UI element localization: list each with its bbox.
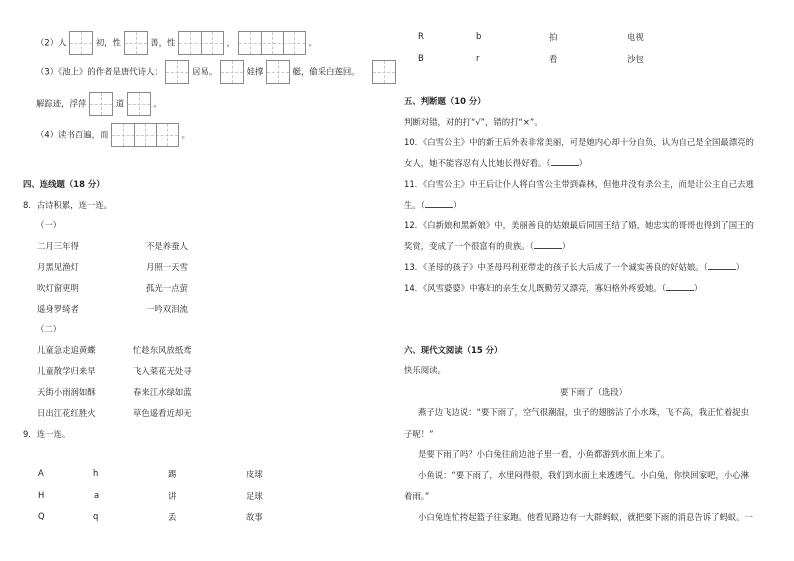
q10-line2 bbox=[404, 157, 587, 169]
q9-verb[interactable]: 讲 bbox=[168, 491, 177, 501]
q2-text-1: （2）人 bbox=[36, 37, 67, 48]
essay-para-3a: 小鱼说：“要下雨了，水里闷得很，我们到水面上来透透气。小白兔，你快回家吧，小心淋 bbox=[418, 470, 749, 480]
essay-para-2: 是要下雨了吗？小白兔往前边池子里一看，小鱼都游到水面上来了。 bbox=[418, 449, 670, 459]
q9-letter-lower[interactable]: h bbox=[93, 468, 99, 478]
q3-line2 bbox=[36, 92, 162, 116]
group1-left-1[interactable]: 二月三年得 bbox=[37, 241, 79, 251]
q9-verb[interactable]: 拍 bbox=[549, 32, 558, 42]
q2-text-3: 善，性 bbox=[150, 37, 176, 48]
q9-letter-upper[interactable]: B bbox=[418, 53, 424, 63]
q9-verb[interactable]: 丢 bbox=[168, 512, 177, 522]
close-paren: ） bbox=[561, 241, 571, 251]
q9-letter-lower[interactable]: q bbox=[93, 511, 99, 521]
group1-label: （一） bbox=[36, 220, 62, 230]
q4-text-2: 。 bbox=[181, 129, 191, 140]
q9-noun[interactable]: 足球 bbox=[246, 491, 263, 501]
q9-letter-upper[interactable]: H bbox=[38, 490, 45, 500]
reading-intro: 快乐阅读。 bbox=[404, 365, 446, 375]
group2-left-3[interactable]: 天街小雨润如酥 bbox=[37, 387, 96, 397]
q9-verb[interactable]: 踢 bbox=[168, 469, 177, 479]
q14-line bbox=[404, 282, 702, 294]
essay-para-1a: 燕子边飞边说：“要下雨了，空气很潮湿，虫子的翅膀沾了小水珠，飞不高，我正忙着捉虫 bbox=[418, 407, 749, 417]
answer-grid[interactable] bbox=[266, 60, 290, 84]
answer-blank[interactable] bbox=[425, 207, 453, 208]
q3-line2-text-1: 解踪迹，浮萍 bbox=[36, 98, 87, 109]
group2-left-1[interactable]: 儿童急走追黄蝶 bbox=[37, 345, 96, 355]
q9-letter-upper[interactable]: R bbox=[418, 31, 424, 41]
answer-blank[interactable] bbox=[534, 248, 562, 249]
q9-letter-upper[interactable]: A bbox=[38, 468, 44, 478]
close-paren: ） bbox=[578, 158, 587, 168]
group2-left-2[interactable]: 儿童散学归来早 bbox=[37, 366, 96, 376]
essay-para-4: 小白兔连忙挎起篮子往家跑。他看见路边有一大群蚂蚁，就把要下雨的消息告诉了蚂蚁。一 bbox=[418, 512, 753, 522]
q14-text: 14．《风雪婆婆》中寡妇的亲生女儿既勤劳又漂亮，寡妇格外疼爱她。（ bbox=[404, 283, 666, 293]
q10-text: 女人，她不能容忍有人比她长得好看。（ bbox=[404, 158, 551, 168]
q3-text-1: （3）《池上》的作者是唐代诗人： bbox=[36, 66, 163, 77]
q3-text-2: 居易。 bbox=[192, 66, 218, 77]
group2-right-1[interactable]: 忙趁东风放纸鸢 bbox=[133, 345, 192, 355]
answer-grid[interactable] bbox=[165, 60, 189, 84]
q11-line2 bbox=[404, 199, 461, 211]
q8-prompt: 8．古诗积累，连一连。 bbox=[23, 200, 113, 210]
q12-line2 bbox=[404, 240, 570, 252]
q13-text: 13．《圣母的孩子》中圣母玛利亚带走的孩子长大后成了一个诚实善良的好姑娘。（ bbox=[404, 262, 708, 272]
q12-line1: 12．《白新娘和黑新娘》中，美丽善良的姑娘最后同国王结了婚，她忠实的哥哥也得到了国王的 bbox=[404, 220, 754, 230]
q13-line bbox=[404, 261, 744, 273]
q3-text-4: 艇，偷采白莲回。 bbox=[292, 66, 360, 77]
answer-grid[interactable] bbox=[127, 92, 151, 116]
essay-title: 要下雨了（选段） bbox=[560, 387, 627, 397]
group1-left-4[interactable]: 遥身罗绮者 bbox=[37, 304, 79, 314]
q2-text-2: 初，性 bbox=[95, 37, 121, 48]
judge-instructions: 判断对错，对的打“√”，错的打“×”。 bbox=[404, 117, 543, 127]
answer-grid[interactable] bbox=[111, 123, 179, 147]
group2-right-3[interactable]: 春来江水绿如蓝 bbox=[133, 387, 192, 397]
group2-right-2[interactable]: 飞入菜花无处寻 bbox=[133, 366, 192, 376]
answer-blank[interactable] bbox=[708, 269, 736, 270]
answer-blank[interactable] bbox=[666, 290, 694, 291]
answer-blank[interactable] bbox=[551, 165, 579, 166]
close-paren: ） bbox=[452, 200, 462, 210]
essay-para-1b: 子呢！” bbox=[404, 429, 434, 439]
q3-line2-text-2: 道 bbox=[115, 98, 124, 109]
close-paren: ） bbox=[735, 262, 745, 272]
group2-right-4[interactable]: 草色遥看近却无 bbox=[133, 408, 192, 418]
group1-left-2[interactable]: 月黑见渔灯 bbox=[37, 262, 79, 272]
q12-text: 奖赏，变成了一个很富有的贵族。（ bbox=[404, 241, 534, 251]
q9-letter-lower[interactable]: a bbox=[94, 490, 100, 500]
q11-line1: 11．《白雪公主》中王后让仆人将白雪公主带到森林，但他并没有杀公主，而是让公主自己去逃 bbox=[404, 179, 754, 189]
answer-grid[interactable] bbox=[69, 31, 93, 55]
group2-label: （二） bbox=[36, 324, 62, 334]
answer-grid[interactable] bbox=[124, 31, 148, 55]
q9-letter-lower[interactable]: b bbox=[476, 31, 482, 41]
group1-left-3[interactable]: 吹灯窗更明 bbox=[37, 283, 79, 293]
q9-prompt: 9．连一连。 bbox=[23, 429, 71, 439]
essay-para-3b: 着雨。” bbox=[404, 491, 430, 501]
group1-right-3[interactable]: 孤光一点萤 bbox=[146, 283, 188, 293]
group2-left-4[interactable]: 日出江花红胜火 bbox=[37, 408, 96, 418]
section-4-heading: 四、连线题（18 分） bbox=[23, 179, 105, 189]
q9-letter-upper[interactable]: Q bbox=[38, 511, 45, 521]
group1-right-1[interactable]: 不是养蚕人 bbox=[146, 241, 188, 251]
q9-letter-lower[interactable]: r bbox=[476, 53, 480, 63]
answer-grid[interactable] bbox=[220, 60, 244, 84]
q10-line1: 10．《白雪公主》中的新王后外表非常美丽，可是她内心却十分自负，认为自己是全国最漂亮的 bbox=[404, 137, 754, 147]
answer-grid[interactable] bbox=[178, 31, 224, 55]
q2-text-5: 。 bbox=[308, 37, 317, 48]
q9-noun[interactable]: 沙包 bbox=[627, 54, 644, 64]
group1-right-4[interactable]: 一吟双泪流 bbox=[146, 304, 188, 314]
answer-grid[interactable] bbox=[372, 60, 396, 84]
q11-text: 生。（ bbox=[404, 200, 425, 210]
q4-text-1: （4）读书百遍，而 bbox=[36, 129, 109, 140]
q4-line bbox=[36, 123, 190, 147]
q2-line bbox=[36, 31, 317, 55]
q9-noun[interactable]: 故事 bbox=[246, 512, 263, 522]
group1-right-2[interactable]: 月照一天雪 bbox=[146, 262, 188, 272]
section-5-heading: 五、判断题（10 分） bbox=[404, 96, 486, 106]
q3-text-3: 娃撑 bbox=[246, 66, 264, 77]
q9-verb[interactable]: 看 bbox=[549, 54, 558, 64]
q2-text-4: ， bbox=[226, 37, 236, 48]
q3-line2-text-3: 。 bbox=[153, 98, 162, 109]
answer-grid[interactable] bbox=[238, 31, 306, 55]
q3-line bbox=[36, 60, 396, 84]
q9-noun[interactable]: 皮球 bbox=[246, 469, 263, 479]
section-6-heading: 六、现代文阅读（15 分） bbox=[404, 345, 503, 355]
close-paren: ） bbox=[693, 283, 703, 293]
answer-grid[interactable] bbox=[89, 92, 113, 116]
q9-noun[interactable]: 电视 bbox=[627, 32, 644, 42]
